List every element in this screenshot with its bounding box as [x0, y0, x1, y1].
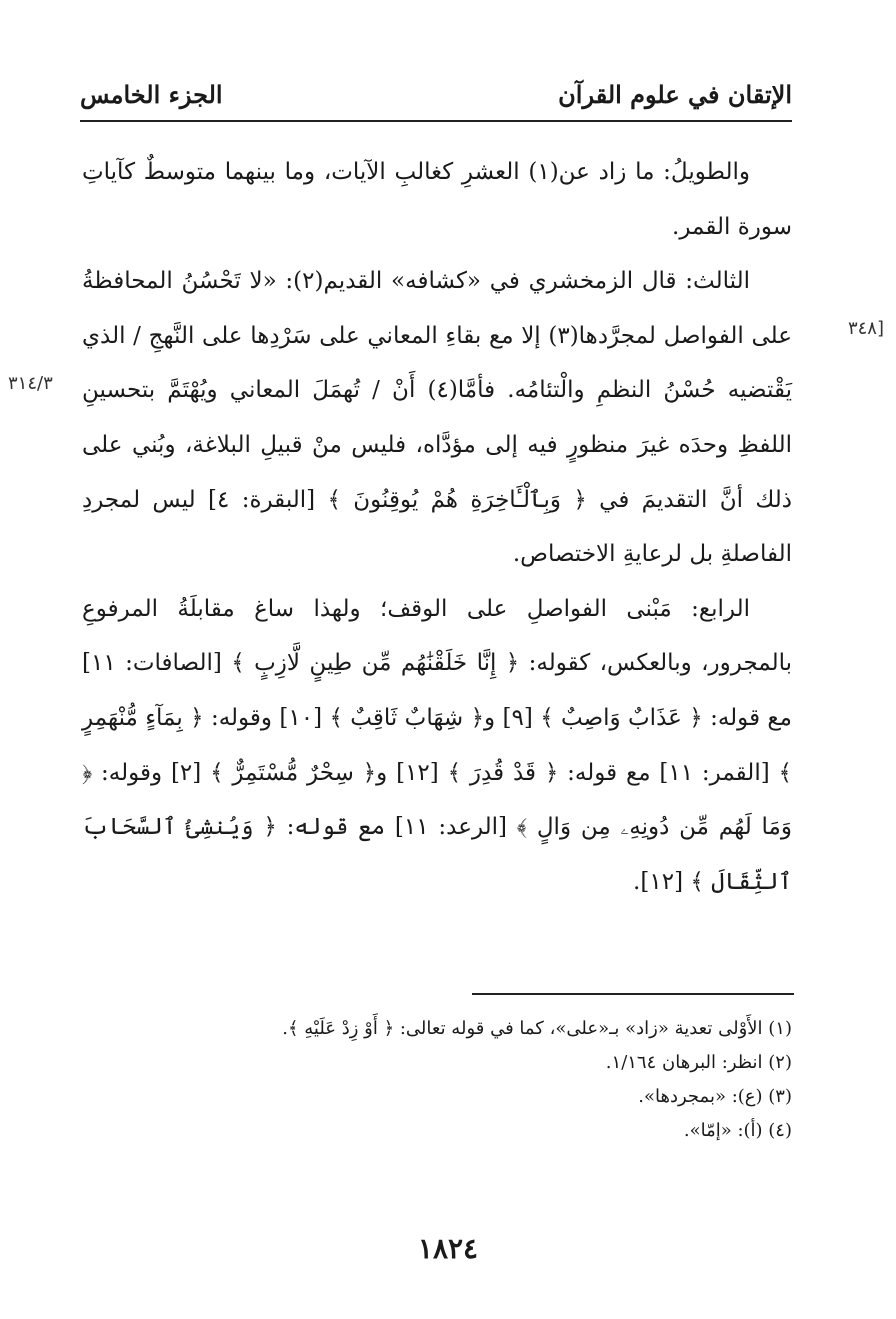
- footnote-item: (١) الأَوْلى تعدية «زاد» بـ«على»، كما في قوله تعالى: ﴿ أَوْ زِدْ عَلَيْهِ ﴾.: [282, 1018, 792, 1039]
- page-number: ١٨٢٤: [417, 1232, 479, 1265]
- paragraph-third-point: الثالث: قال الزمخشري في «كشافه» القديم(٢): «لا تَحْسُنُ المحافظةُ على الفواصل لمجرَّدها(٣) إلا مع بقاءِ المعاني على سَرْدِها على النَّهجِ / الذي يَقْتضيه حُسْنُ النظمِ والْتئامُه. فأمَّا(٤) أَنْ / تُهمَلَ المعاني ويُهْتَمَّ بتحسينِ اللفظِ وحدَه غيرَ منظورٍ فيه إلى مؤدَّاه، فليس منْ قبيلِ البلاغة، وبُني على ذلك أنَّ التقديمَ في ﴿ وَبِٱلْـَٔاخِرَةِ هُمْ يُوقِنُونَ ﴾ [البقرة: ٤] ليس لمجردِ الفاصلةِ بل لرعايةِ الاختصاص.: [82, 268, 792, 568]
- footnote-item: (٤) (أ): «إمّا».: [683, 1120, 792, 1141]
- paragraph-fourth-point: الرابع: مَبْنى الفواصلِ على الوقف؛ ولهذا ساغ مقابلَةُ المرفوعِ بالمجرور، وبالعكس، كقوله: ﴿ إِنَّا خَلَقْنَٰهُم مِّن طِينٍ لَّازِبٍ ﴾ [الصافات: ١١] مع قوله: ﴿ عَذَابٌ وَاصِبٌ ﴾ [٩] و﴿ شِهَابٌ ثَاقِبٌ ﴾ [١٠] وقوله: ﴿ بِمَآءٍ مُّنْهَمِرٍ ﴾ [القمر: ١١] مع قوله: ﴿ قَدْ قُدِرَ ﴾ [١٢] و﴿ سِحْرٌ مُّسْتَمِرٌّ ﴾ [٢] وقوله: ﴿ وَمَا لَهُم مِّن دُونِهِۦ مِن وَالٍ ﴾ [الرعد: ١١] مع قوله: ﴿ وَيُنشِئُ ٱلسَّحَابَ ٱلثِّقَالَ ﴾ [١٢].: [82, 595, 792, 895]
- footnotes: [192, 1012, 792, 1148]
- footnote-separator: [472, 993, 794, 995]
- footnote-item: (٣) (ع): «بمجردها».: [638, 1086, 792, 1107]
- running-header: [80, 80, 792, 122]
- footnote-item: (٢) انظر: البرهان ١/١٦٤.: [605, 1052, 792, 1073]
- margin-page-reference-left: ٣١٤/٣: [8, 373, 53, 394]
- main-text: [82, 145, 792, 909]
- book-title: الإتقان في علوم القرآن: [558, 80, 792, 109]
- part-title: الجزء الخامس: [80, 80, 223, 109]
- paragraph-long-verses: والطويلُ: ما زاد عن(١) العشرِ كغالبِ الآيات، وما بينهما متوسطٌ كآياتِ سورة القمر.: [82, 159, 792, 240]
- margin-page-reference-right: [٣٤٨: [847, 318, 884, 339]
